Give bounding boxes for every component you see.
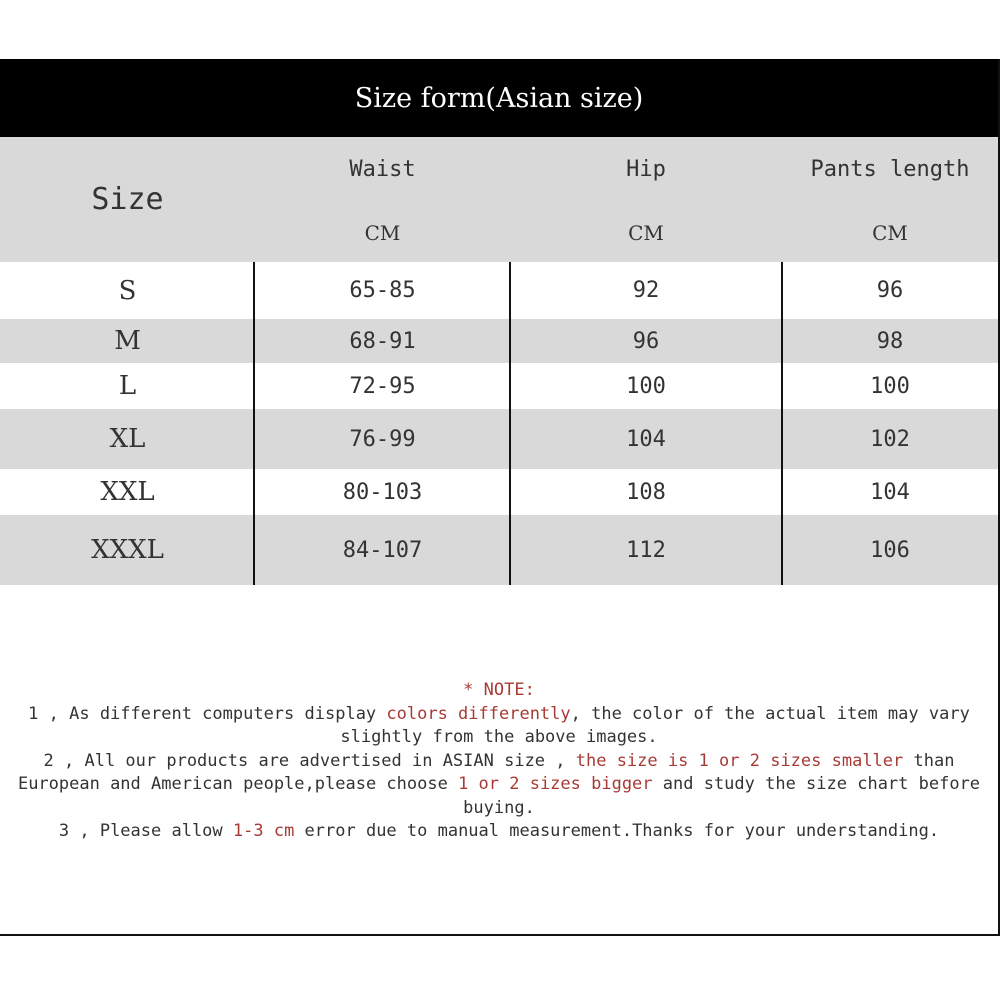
size-column-header: Size [91, 182, 164, 217]
note-1-text: 1 , As different computers display [28, 703, 387, 724]
waist-cell: 76-99 [349, 426, 416, 452]
note-heading: * NOTE: [463, 680, 535, 700]
size-cell: XXXL [91, 535, 164, 565]
hip-cell: 104 [626, 426, 666, 452]
length-cell: 102 [870, 426, 910, 452]
table-row [0, 262, 998, 319]
note-3-text: 3 , Please allow [58, 821, 233, 841]
size-cell: S [118, 275, 137, 306]
note-2-text: 2 , All our products are advertised in ASIAN size , [43, 750, 576, 771]
note-2-highlight-2: 1 or 2 sizes bigger [458, 774, 653, 794]
table-row [0, 319, 998, 363]
note-3-text-end: error due to manual measurement.Thanks for your understanding. [294, 821, 940, 841]
size-cell: XL [109, 424, 146, 454]
table-header [0, 137, 998, 262]
pants-length-column-header [782, 137, 998, 262]
waist-cell: 72-95 [349, 373, 416, 399]
waist-cell: 80-103 [342, 479, 423, 505]
hip-cell: 92 [632, 278, 660, 303]
column-divider [781, 262, 783, 585]
waist-label: Waist [349, 157, 416, 182]
length-cell: 98 [876, 328, 904, 354]
length-cell: 96 [876, 278, 904, 303]
note-2-highlight: the size is 1 or 2 sizes smaller [575, 750, 904, 771]
waist-cell: 68-91 [349, 328, 416, 354]
note-3 [0, 820, 998, 844]
hip-cell: 100 [626, 373, 666, 399]
waist-column-header [255, 137, 510, 262]
table-row [0, 515, 998, 585]
size-cell: M [114, 326, 141, 356]
length-cell: 100 [870, 373, 910, 399]
hip-cell: 112 [626, 537, 666, 563]
column-divider [509, 262, 511, 585]
hip-cell: 108 [626, 479, 666, 505]
waist-cell: 84-107 [342, 537, 423, 563]
size-cell: L [118, 371, 137, 401]
note-1-text-end: , the color of the actual item may vary slightly from the above images. [340, 703, 970, 747]
table-row [0, 469, 998, 515]
pants-length-label: Pants length [810, 157, 970, 182]
size-chart [0, 59, 1000, 936]
notes-section [0, 679, 998, 844]
column-divider [253, 262, 255, 585]
table-row [0, 363, 998, 409]
table-row [0, 409, 998, 469]
waist-cell: 65-85 [349, 278, 416, 303]
hip-unit: CM [628, 221, 664, 245]
note-2-text-end: and study the size chart before buying. [463, 774, 981, 818]
hip-label: Hip [626, 157, 666, 182]
size-cell: XXL [100, 477, 155, 507]
pants-length-unit: CM [872, 221, 908, 245]
length-cell: 106 [870, 537, 910, 563]
note-2 [0, 750, 998, 821]
note-1 [0, 703, 998, 750]
note-3-highlight: 1-3 cm [232, 821, 295, 841]
length-cell: 104 [870, 479, 910, 505]
note-2-text-mid: than European and American people,please choose [17, 750, 955, 794]
chart-title: Size form(Asian size) [0, 59, 998, 137]
hip-cell: 96 [632, 328, 660, 354]
note-1-highlight: colors differently [386, 703, 571, 724]
waist-unit: CM [364, 221, 401, 245]
hip-column-header [510, 137, 782, 262]
